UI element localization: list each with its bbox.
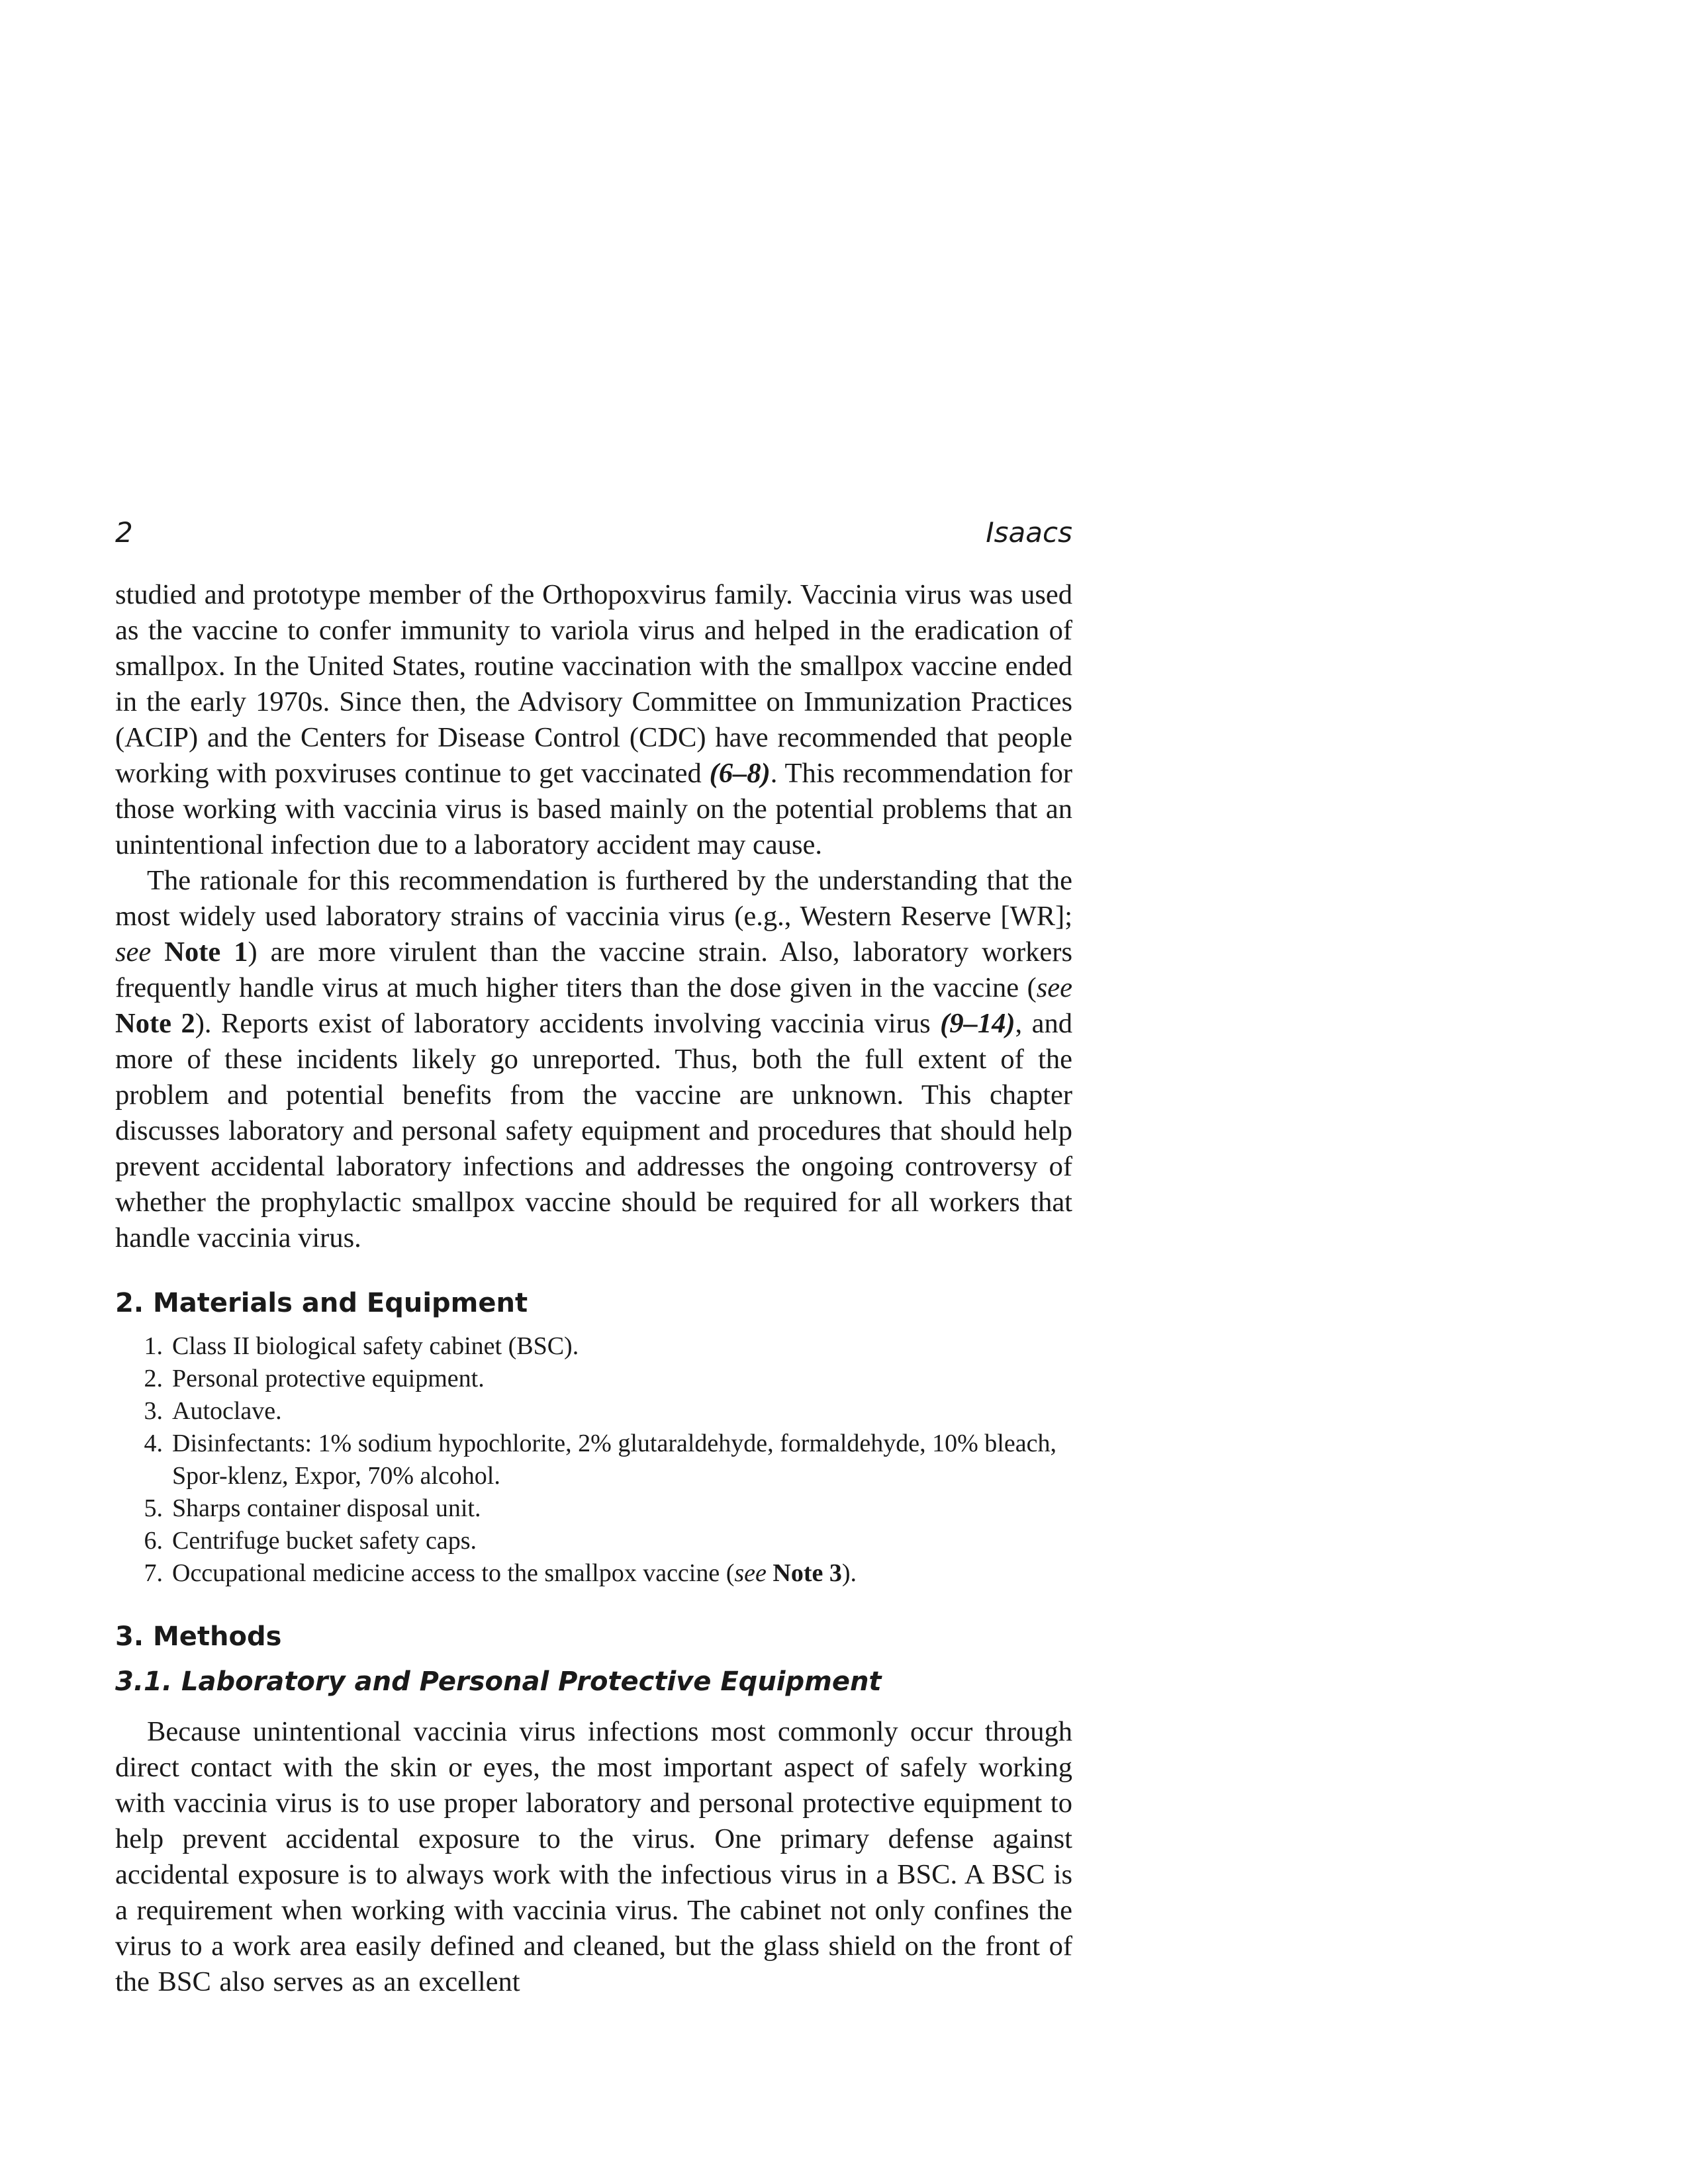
note-reference: Note 1 [164, 936, 248, 968]
list-item [115, 1492, 1072, 1525]
materials-list [115, 1330, 1072, 1590]
intro-paragraph-2 [115, 863, 1072, 1256]
running-head [115, 516, 1072, 556]
text-run: The rationale for this recommendation is furthered by the understanding that the most widely used laboratory strains of vaccinia virus (e.g., Western Reserve [WR]; [115, 865, 1072, 932]
list-item-text: Personal protective equipment. [172, 1365, 485, 1392]
list-item-text: Class II biological safety cabinet (BSC). [172, 1332, 579, 1360]
note-reference: Note 2 [115, 1008, 195, 1039]
running-head-author: Isaacs [986, 516, 1072, 549]
see-reference: see [115, 936, 152, 968]
list-item [115, 1363, 1072, 1395]
list-item-text: Autoclave. [172, 1397, 282, 1425]
list-item-number: 6. [144, 1527, 163, 1555]
document-page [115, 516, 1072, 2000]
citation: (6–8) [709, 758, 771, 789]
intro-paragraph-1 [115, 577, 1072, 863]
citation: (9–14) [940, 1008, 1015, 1039]
list-item-number: 2. [144, 1365, 163, 1392]
list-item [115, 1395, 1072, 1428]
see-reference: see [734, 1559, 767, 1587]
text-run: Occupational medicine access to the smallpox vaccine ( [172, 1559, 735, 1587]
text-run: ). Reports exist of laboratory accidents involving vaccinia virus [195, 1008, 941, 1039]
section-heading-methods: 3. Methods [115, 1621, 282, 1652]
text-run: , and more of these incidents likely go unreported. Thus, both the full extent of the problem and potential benefits from the vaccine are unknown. This chapter discusses laboratory and personal safety equipment and procedures that should help prevent accidental laboratory infections and addresses the ongoing controversy of whether the prophylactic smallpox vaccine should be required for all workers that handle vaccinia virus. [115, 1008, 1072, 1253]
list-item-number: 1. [144, 1332, 163, 1360]
page-number: 2 [115, 516, 133, 549]
list-item [115, 1525, 1072, 1557]
text-run: . This recommendation for those working with vaccinia virus is based mainly on the potential problems that an unintentional infection due to a laboratory accident may cause. [115, 758, 1072, 860]
text-run: ) are more virulent than the vaccine strain. Also, laboratory workers frequently handle virus at much higher titers than the dose given in the vaccine ( [115, 936, 1072, 1003]
text-run: studied and prototype member of the Orthopoxvirus family. Vaccinia virus was used as the vaccine to confer immunity to variola virus and helped in the eradication of smallpox. In the United States, routine vaccination with the smallpox vaccine ended in the early 1970s. Since then, the Advisory Committee on Immunization Practices (ACIP) and the Centers for Disease Control (CDC) have recommended that people working with poxviruses continue to get vaccinated [115, 579, 1072, 789]
list-item-text: Sharps container disposal unit. [172, 1494, 481, 1522]
see-reference: see [1036, 972, 1072, 1003]
list-item-text [172, 1557, 1072, 1590]
list-item-number: 5. [144, 1494, 163, 1522]
list-item-number: 4. [144, 1430, 163, 1457]
methods-paragraph: Because unintentional vaccinia virus infections most commonly occur through direct contact with the skin or eyes, the most important aspect of safely working with vaccinia virus is to use proper laboratory and personal protective equipment to help prevent accidental exposure to the virus. One primary defense against accidental exposure is to always work with the infectious virus in a BSC. A BSC is a requirement when working with vaccinia virus. The cabinet not only confines the virus to a work area easily defined and cleaned, but the glass shield on the front of the BSC also serves as an excellent [115, 1716, 1072, 1997]
text-run: ). [841, 1559, 857, 1587]
list-item [115, 1428, 1072, 1492]
list-item [115, 1557, 1072, 1590]
note-reference: Note 3 [773, 1559, 842, 1587]
list-item-text: Centrifuge bucket safety caps. [172, 1527, 477, 1555]
list-item-number: 7. [144, 1559, 163, 1587]
subsection-heading: 3.1. Laboratory and Personal Protective Equipment [115, 1666, 882, 1697]
section-heading-materials: 2. Materials and Equipment [115, 1288, 528, 1318]
list-item-number: 3. [144, 1397, 163, 1425]
list-item-text: Disinfectants: 1% sodium hypochlorite, 2% glutaraldehyde, formaldehyde, 10% bleach, Spor-klenz, Expor, 70% alcohol. [172, 1430, 1056, 1490]
list-item [115, 1330, 1072, 1363]
